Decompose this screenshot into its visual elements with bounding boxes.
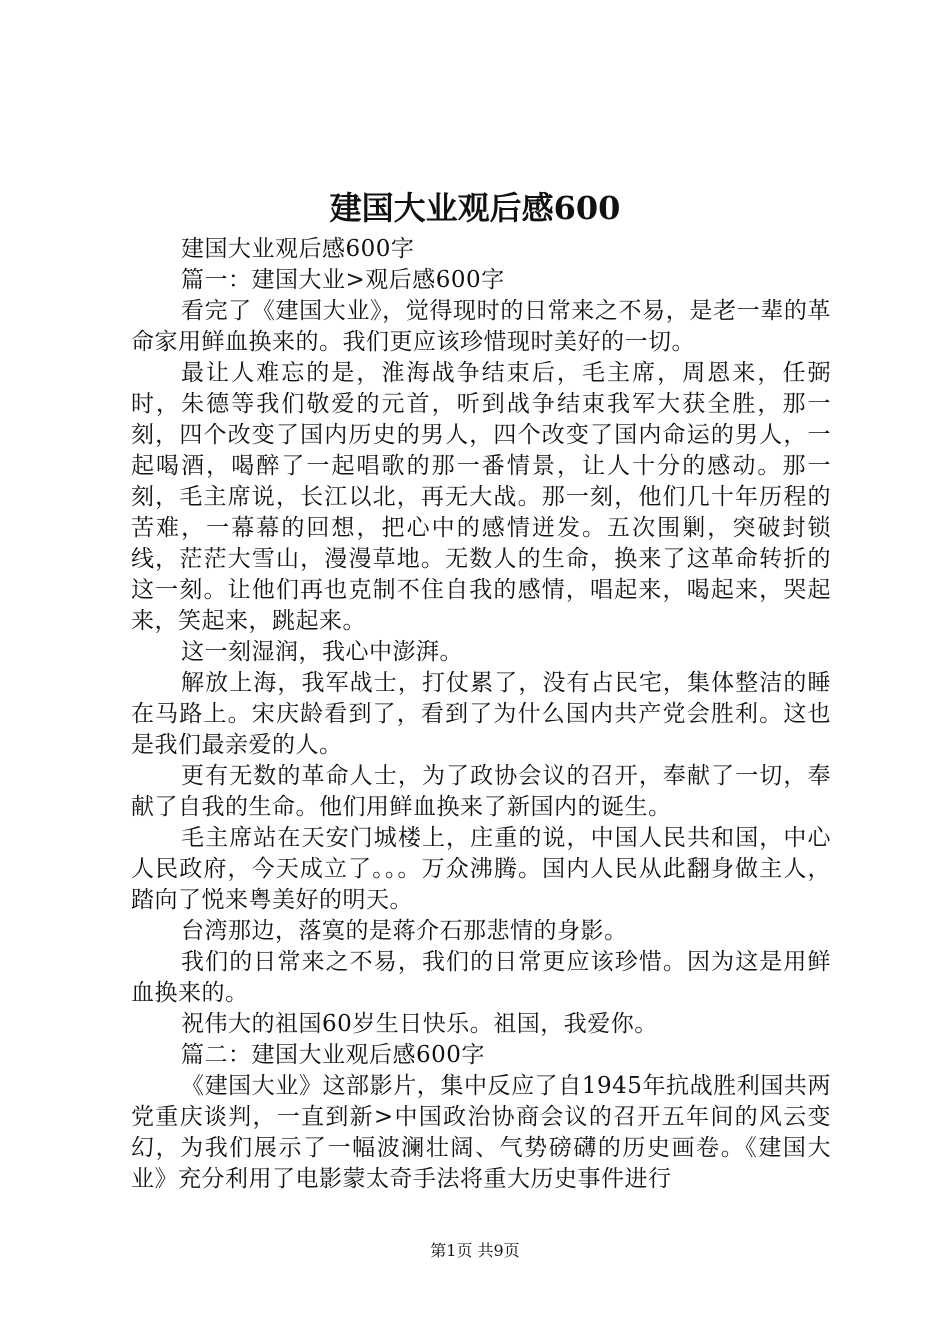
page-footer: 第1页 共9页 (430, 1241, 520, 1260)
paragraph: 祝伟大的祖国60岁生日快乐。祖国，我爱你。 (181, 1011, 658, 1037)
paragraph: 我们的日常来之不易，我们的日常更应该珍惜。因为这是用鲜血换来的。 (131, 949, 831, 1006)
paragraph: 更有无数的革命人士，为了政协会议的召开，奉献了一切，奉献了自我的生命。他们用鲜血换来了新国内的诞生。 (131, 763, 831, 820)
paragraph: 看完了《建国大业》，觉得现时的日常来之不易，是老一辈的革命家用鲜血换来的。我们更应该珍惜现时美好的一切。 (131, 298, 831, 355)
document-body (131, 234, 831, 1195)
paragraph: 台湾那边，落寞的是蒋介石那悲情的身影。 (181, 918, 628, 944)
paragraph: 篇二：建国大业观后感600字 (181, 1042, 485, 1068)
document-title: 建国大业观后感600 (329, 189, 621, 227)
paragraph: 《建国大业》这部影片，集中反应了自1945年抗战胜利国共两党重庆谈判，一直到新>中国政治协商会议的召开五年间的风云变幻，为我们展示了一幅波澜壮阔、气势磅礴的历史画卷。《建国大业》充分利用了电影蒙太奇手法将重大历史事件进行 (131, 1073, 831, 1192)
paragraph: 建国大业观后感600字 (181, 236, 415, 262)
paragraph: 解放上海，我军战士，打仗累了，没有占民宅，集体整洁的睡在马路上。宋庆龄看到了，看到了为什么国内共产党会胜利。这也是我们最亲爱的人。 (131, 670, 831, 758)
paragraph: 毛主席站在天安门城楼上，庄重的说，中国人民共和国，中心人民政府，今天成立了。。。万众沸腾。国内人民从此翻身做主人，踏向了悦来粤美好的明天。 (131, 825, 831, 913)
paragraph: 这一刻湿润，我心中澎湃。 (181, 639, 463, 665)
paragraph: 篇一：建国大业>观后感600字 (181, 267, 505, 293)
paragraph: 最让人难忘的是，淮海战争结束后，毛主席，周恩来，任弼时，朱德等我们敬爱的元首，听到战争结束我军大获全胜，那一刻，四个改变了国内历史的男人，四个改变了国内命运的男人，一起喝酒，喝醉了一起唱歌的那一番情景，让人十分的感动。那一刻，毛主席说，长江以北，再无大战。那一刻，他们几十年历程的苦难，一幕幕的回想，把心中的感情迸发。五次围剿，突破封锁线，茫茫大雪山，漫漫草地。无数人的生命，换来了这革命转折的这一刻。让他们再也克制不住自我的感情，唱起来，喝起来，哭起来，笑起来，跳起来。 (131, 360, 831, 634)
